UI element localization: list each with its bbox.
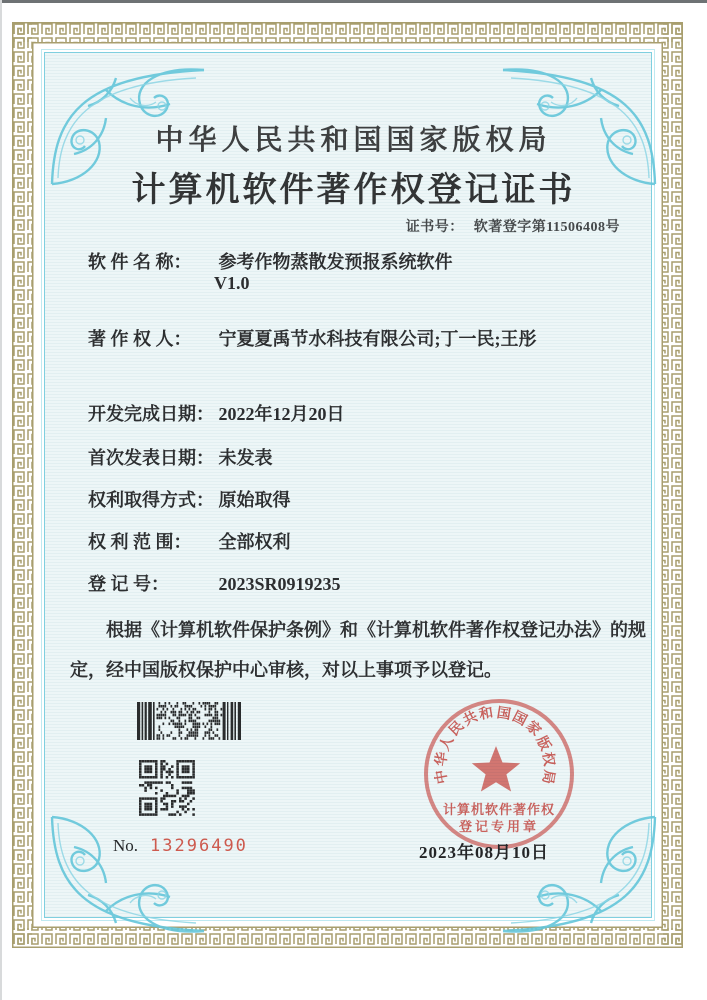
seal-arc-char: 版 [533,733,553,753]
field-label: 权利取得方式： [88,490,214,510]
field-row-completion-date [88,402,345,426]
issuing-authority-title: 中华人民共和国国家版权局 [155,125,552,156]
seal-text-line1: 计算机软件著作权 [442,802,555,817]
field-value: 参考作物蒸散发预报系统软件 [218,252,453,272]
official-seal [424,699,574,849]
seal-arc-char: 和 [478,705,495,723]
scan-edge [0,0,707,3]
field-label: 开发完成日期： [88,404,214,424]
field-value: 未发表 [218,448,273,468]
field-value: 宁夏夏禹节水科技有限公司;丁一民;王彤 [218,329,537,349]
field-row-copyright-owner [88,327,537,351]
certificate-number-line [406,216,620,236]
serial-number-value: 13296490 [150,836,248,856]
serial-label: No. [113,836,139,855]
certificate-number-label: 证书号： [405,220,464,235]
seal-arc-char: 国 [509,709,530,730]
field-value: 2023SR0919235 [218,574,341,594]
field-value: 原始取得 [218,490,291,510]
serial-number-line [113,836,248,856]
issue-date: 2023年08月10日 [419,843,549,862]
seal-arc-char: 人 [437,733,457,753]
seal-arc-char: 共 [460,709,481,730]
field-label: 著 作 权 人： [88,329,192,349]
seal-arc-char: 局 [539,768,557,785]
field-row-rights-scope [88,530,291,554]
seal-arc-char: 家 [522,719,544,740]
field-value: 2022年12月20日 [218,404,345,424]
barcode-image [137,702,241,740]
seal-arc-char: 民 [446,719,468,740]
field-row-acquisition-method [88,488,291,512]
field-label: 首次发表日期： [88,448,214,468]
seal-arc-char: 国 [495,705,512,723]
registration-statement: 根据《计算机软件保护条例》和《计算机软件著作权登记办法》的规定，经中国版权保护中心审核，对以上事项予以登记。 [70,620,646,680]
certificate-title: 计算机软件著作权登记证书 [131,172,576,209]
seal-arc-char: 中 [433,768,451,785]
field-row-first-publication [88,446,273,470]
software-version: V1.0 [214,273,250,293]
seal-arc-char: 华 [433,751,451,768]
certificate-number-value: 软著登字第11506408号 [473,220,620,235]
field-label: 权 利 范 围： [88,532,192,552]
seal-arc-char: 权 [539,751,557,768]
field-row-registration-number [88,572,341,596]
field-value: 全部权利 [218,532,291,552]
seal-text-line2: 登记专用章 [458,819,539,834]
field-row-software-name [88,250,453,274]
field-label: 登 记 号： [88,574,169,594]
qr-code-image [139,760,195,816]
field-label: 软 件 名 称： [88,252,192,272]
